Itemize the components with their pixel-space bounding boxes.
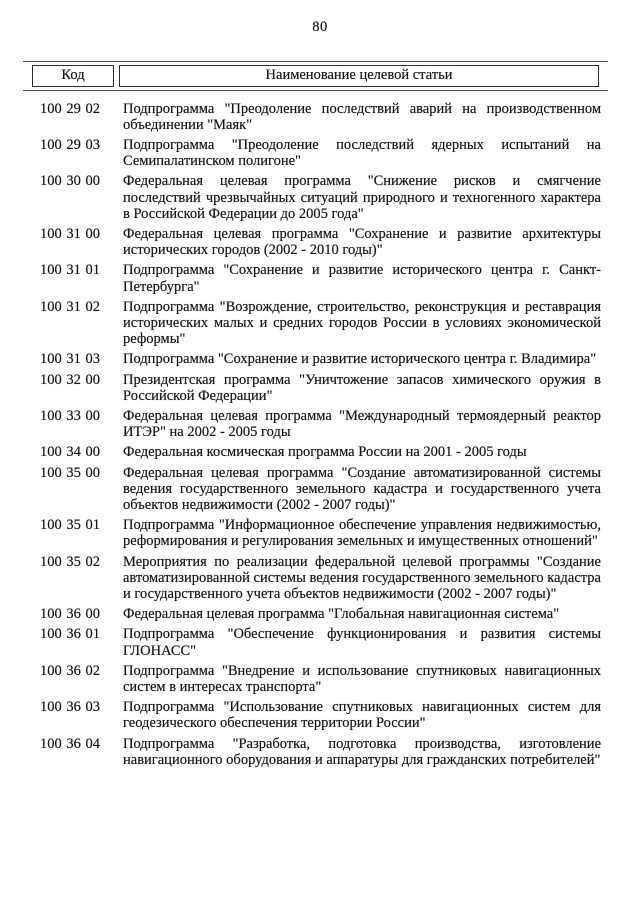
- row-code: 100 36 02: [40, 662, 100, 679]
- header-name-cell: Наименование целевой статьи: [119, 65, 599, 87]
- row-code: 100 35 01: [40, 517, 100, 534]
- row-name: Подпрограмма "Сохранение и развитие исторического центра г. Санкт-Петербурга": [123, 262, 601, 295]
- row-name: Подпрограмма "Сохранение и развитие исторического центра г. Владимира": [123, 351, 597, 368]
- row-code: 100 30 00: [40, 173, 100, 190]
- table-row: [40, 444, 601, 460]
- row-name: Мероприятия по реализации федеральной целевой программы "Создание автоматизированной системы ведения государственного земельного кадастра и государственного учета объектов недвижимости (2002 - 2007 годы)": [123, 553, 601, 602]
- row-name: Подпрограмма "Преодоление последствий ядерных испытаний на Семипалатинском полигоне": [123, 136, 601, 170]
- row-name: Федеральная целевая программа "Глобальная навигационная система": [123, 606, 560, 623]
- table-row: [40, 699, 601, 731]
- row-code: 100 31 03: [40, 351, 100, 368]
- table-row: [40, 465, 601, 514]
- row-name: Президентская программа "Уничтожение запасов химического оружия в Российской Федерации": [123, 371, 601, 404]
- row-code: 100 36 01: [40, 626, 100, 643]
- row-name: Подпрограмма "Разработка, подготовка производства, изготовление навигационного оборудования и аппаратуры для гражданских потребителей": [123, 735, 601, 768]
- page-number: 80: [312, 19, 328, 35]
- table-row: [40, 606, 601, 622]
- table-row: [40, 517, 601, 549]
- row-code: 100 36 00: [40, 606, 100, 623]
- table-row: [40, 626, 601, 658]
- row-code: 100 29 02: [40, 100, 100, 117]
- row-name: Подпрограмма "Внедрение и использование спутниковых навигационных систем в интересах транспорта": [123, 662, 601, 695]
- code-table-body: [40, 101, 601, 769]
- table-row: [40, 299, 601, 348]
- row-code: 100 29 03: [40, 136, 100, 153]
- row-name: Федеральная космическая программа России на 2001 - 2005 годы: [123, 444, 527, 461]
- row-name: Федеральная целевая программа "Сохранение и развитие архитектуры исторических городов (2002 - 2010 годы)": [123, 225, 601, 259]
- table-row: [40, 663, 601, 695]
- table-row: [40, 736, 601, 768]
- table-row: [40, 137, 601, 169]
- row-code: 100 33 00: [40, 407, 100, 424]
- header-code-cell: Код: [32, 65, 114, 87]
- row-name: Федеральная целевая программа "Создание автоматизированной системы ведения государственного земельного кадастра и государственного учета объектов недвижимости (2002 - 2007 годы)": [123, 464, 601, 513]
- row-code: 100 36 04: [40, 735, 100, 752]
- row-name: Подпрограмма "Преодоление последствий аварий на производственном объединении "Маяк": [123, 100, 601, 133]
- row-code: 100 31 02: [40, 298, 100, 315]
- row-name: Федеральная целевая программа "Международный термоядерный реактор ИТЭР" на 2002 - 2005 годы: [123, 407, 601, 441]
- row-code: 100 34 00: [40, 444, 100, 461]
- table-row: [40, 262, 601, 294]
- row-name: Подпрограмма "Возрождение, строительство, реконструкция и реставрация исторических малых и средних городов России в условиях экономической реформы": [123, 298, 601, 348]
- table-row: [40, 408, 601, 440]
- row-code: 100 31 01: [40, 262, 100, 279]
- row-name: Подпрограмма "Информационное обеспечение управления недвижимостью, реформирования и регулирования земельных и имущественных отношений": [123, 517, 601, 550]
- table-row: [40, 226, 601, 258]
- code-table-header: [23, 61, 608, 91]
- table-row: [40, 173, 601, 222]
- row-code: 100 31 00: [40, 225, 100, 242]
- table-row: [40, 101, 601, 133]
- table-row: [40, 351, 601, 367]
- row-name: Федеральная целевая программа "Снижение рисков и смягчение последствий чрезвычайных ситуаций природного и техногенного характера в Российской Федерации до 2005 года": [123, 173, 601, 222]
- row-code: 100 32 00: [40, 371, 100, 388]
- table-header-row: [32, 65, 599, 87]
- table-row: [40, 554, 601, 603]
- row-code: 100 36 03: [40, 699, 100, 716]
- row-code: 100 35 00: [40, 464, 100, 481]
- table-row: [40, 372, 601, 404]
- row-code: 100 35 02: [40, 553, 100, 570]
- row-name: Подпрограмма "Обеспечение функционирования и развития системы ГЛОНАСС": [123, 626, 601, 659]
- row-name: Подпрограмма "Использование спутниковых навигационных систем для геодезического обеспечения территории России": [123, 699, 601, 732]
